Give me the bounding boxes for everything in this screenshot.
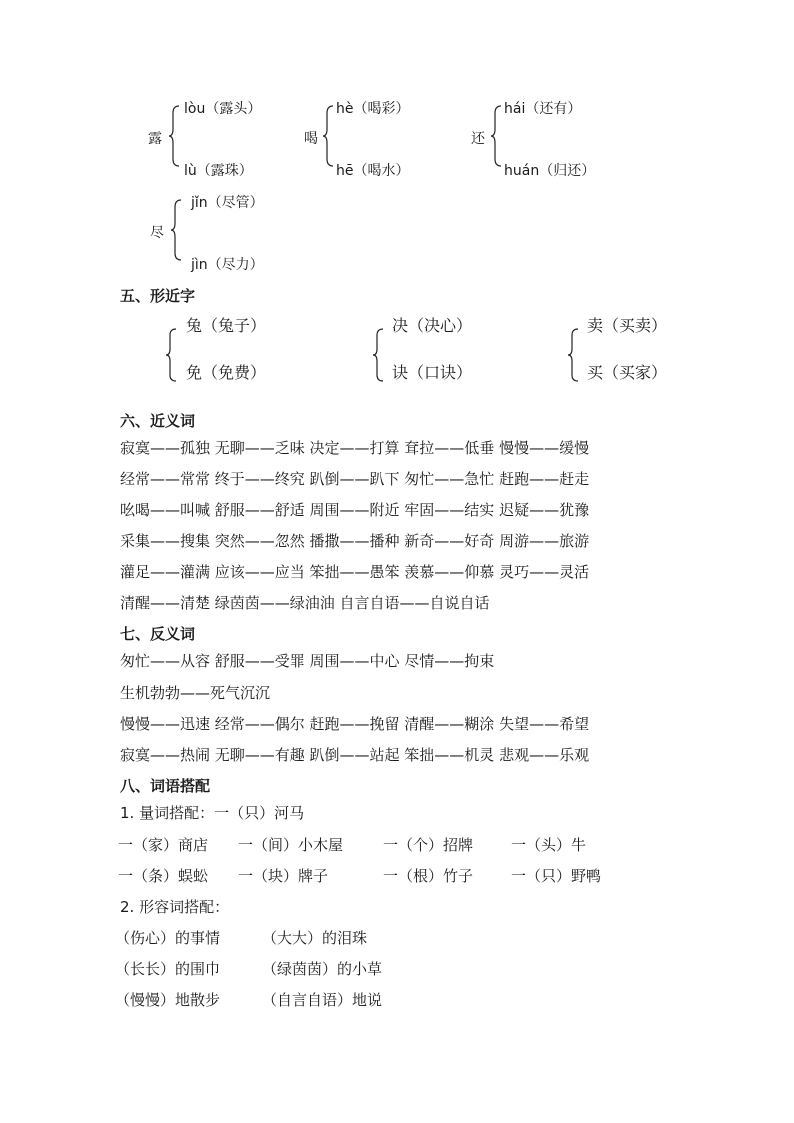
subsection-measure-words: 1. 量词搭配：一（只）河马 (120, 804, 305, 822)
adjective-item: （伤心）的事情 (115, 929, 221, 947)
synonym-line: 寂寞——孤独 无聊——乏味 决定——打算 耷拉——低垂 慢慢——缓慢 (120, 439, 590, 457)
adjective-item: （长长）的围巾 (115, 960, 221, 978)
measure-word-item: 一（个）招牌 (383, 836, 474, 854)
measure-word-item: 一（根）竹子 (383, 867, 474, 885)
polyphone-reading: hē（喝水） (336, 163, 410, 179)
adjective-item: （大大）的泪珠 (262, 929, 368, 947)
brace-icon (372, 328, 384, 382)
polyphone-reading: lòu（露头） (184, 101, 262, 117)
polyphone-reading: jǐn（尽管） (191, 195, 264, 211)
polyphone-reading: huán（归还） (504, 163, 596, 179)
polyphone-reading: hè（喝彩） (336, 101, 410, 117)
measure-word-item: 一（间）小木屋 (238, 836, 344, 854)
measure-word-item: 一（头）牛 (511, 836, 587, 854)
brace-icon (165, 328, 177, 382)
polyphone-char: 露 (148, 131, 162, 147)
similar-char-item: 买（买家） (587, 363, 668, 382)
synonym-line: 采集——搜集 突然——忽然 播撒——播种 新奇——好奇 周游——旅游 (120, 532, 590, 550)
brace-icon (170, 199, 182, 261)
section-heading-synonyms: 六、近义词 (120, 412, 196, 430)
adjective-item: （慢慢）地散步 (115, 991, 221, 1009)
polyphone-char: 还 (471, 131, 485, 147)
brace-icon (567, 328, 579, 382)
brace-icon (168, 105, 180, 167)
measure-word-item: 一（家）商店 (118, 836, 209, 854)
polyphone-reading: jìn（尽力） (191, 257, 264, 273)
subsection-adjectives: 2. 形容词搭配： (120, 898, 230, 916)
antonym-line: 寂寞——热闹 无聊——有趣 趴倒——站起 笨拙——机灵 悲观——乐观 (120, 746, 590, 764)
similar-char-item: 诀（口诀） (392, 363, 473, 382)
similar-char-item: 免（免费） (186, 363, 267, 382)
section-heading-antonyms: 七、反义词 (120, 625, 196, 643)
similar-char-item: 卖（买卖） (587, 316, 668, 335)
polyphone-char: 尽 (150, 225, 164, 241)
adjective-item: （绿茵茵）的小草 (262, 960, 383, 978)
brace-icon (490, 105, 502, 167)
measure-word-item: 一（块）牌子 (238, 867, 329, 885)
antonym-line: 匆忙——从容 舒服——受罪 周围——中心 尽情——拘束 (120, 652, 495, 670)
synonym-line: 吆喝——叫喊 舒服——舒适 周围——附近 牢固——结实 迟疑——犹豫 (120, 501, 590, 519)
polyphone-reading: lù（露珠） (184, 163, 253, 179)
similar-char-item: 兔（兔子） (186, 316, 267, 335)
synonym-line: 经常——常常 终于——终究 趴倒——趴下 匆忙——急忙 赶跑——赶走 (120, 470, 590, 488)
synonym-line: 清醒——清楚 绿茵茵——绿油油 自言自语——自说自话 (120, 594, 490, 612)
section-heading-word-collocation: 八、词语搭配 (120, 777, 211, 795)
polyphone-reading: hái（还有） (504, 101, 582, 117)
section-heading-similar-chars: 五、形近字 (120, 287, 196, 305)
measure-word-item: 一（只）野鸭 (511, 867, 602, 885)
similar-char-item: 决（决心） (392, 316, 473, 335)
measure-word-item: 一（条）蜈蚣 (118, 867, 209, 885)
adjective-item: （自言自语）地说 (262, 991, 383, 1009)
brace-icon (322, 105, 334, 167)
synonym-line: 灌足——灌满 应该——应当 笨拙——愚笨 羡慕——仰慕 灵巧——灵活 (120, 563, 590, 581)
polyphone-char: 喝 (304, 131, 318, 147)
antonym-line: 生机勃勃——死气沉沉 (120, 684, 271, 702)
antonym-line: 慢慢——迅速 经常——偶尔 赶跑——挽留 清醒——糊涂 失望——希望 (120, 715, 590, 733)
